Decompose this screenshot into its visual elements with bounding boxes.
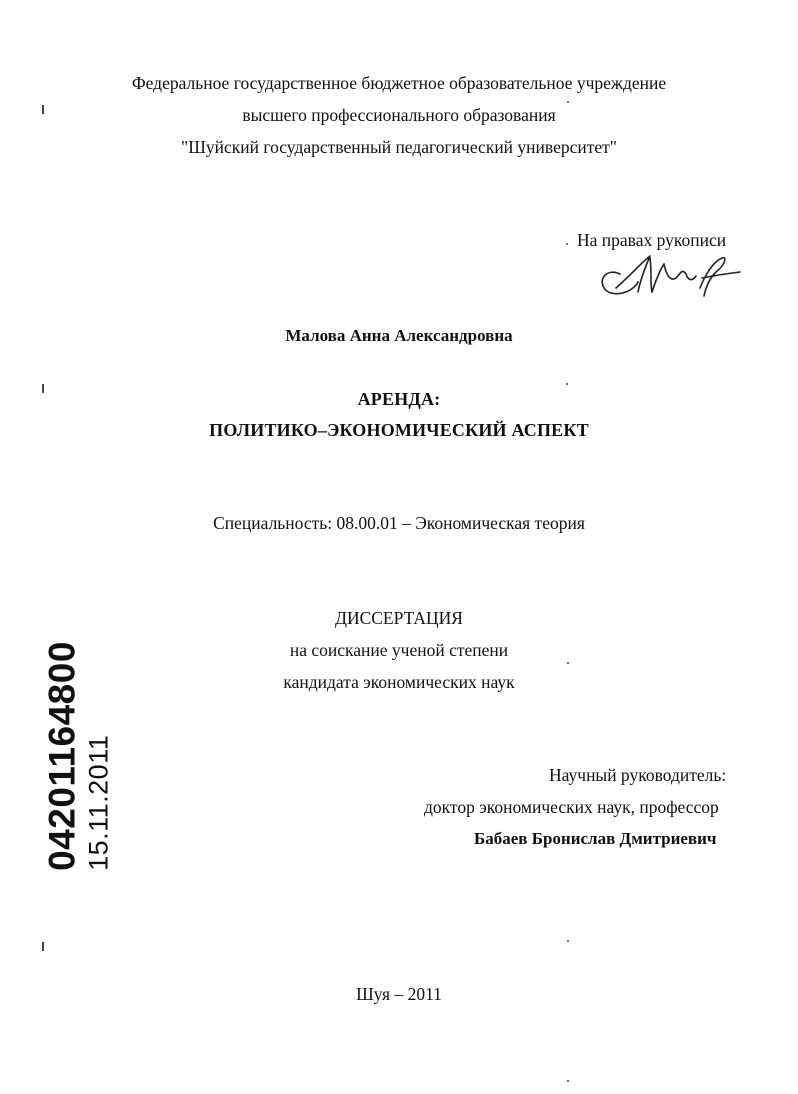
- title-line-1: АРЕНДА:: [357, 389, 441, 409]
- place-year: Шуя – 2011: [356, 984, 442, 1004]
- stamp-number: 04201164800: [41, 641, 83, 871]
- title-line-2: ПОЛИТИКО–ЭКОНОМИЧЕСКИЙ АСПЕКТ: [209, 420, 589, 440]
- scan-mark: [42, 942, 44, 951]
- scan-dot: [566, 383, 568, 385]
- stamp-date: 15.11.2011: [83, 734, 114, 871]
- library-stamp: [42, 641, 115, 871]
- author-name: Малова Анна Александровна: [285, 326, 513, 345]
- degree-line-1: ДИССЕРТАЦИЯ: [335, 608, 463, 628]
- scan-dot: [567, 101, 569, 103]
- degree-line-2: на соискание ученой степени: [289, 640, 509, 660]
- institution-line-1: Федеральное государственное бюджетное образовательное учреждение: [131, 73, 667, 93]
- institution-line-3: "Шуйский государственный педагогический университет": [181, 137, 617, 157]
- supervisor-label: Научный руководитель:: [549, 765, 727, 785]
- signature: [594, 252, 744, 300]
- supervisor-title: доктор экономических наук, профессор: [424, 797, 719, 817]
- scan-dot: [567, 940, 569, 942]
- scan-dot: [566, 243, 568, 245]
- supervisor-name: Бабаев Бронислав Дмитриевич: [474, 829, 717, 848]
- specialty: Специальность: 08.00.01 – Экономическая теория: [213, 513, 585, 533]
- scan-mark: [42, 384, 44, 393]
- scan-mark: [42, 105, 44, 114]
- scan-dot: [567, 662, 569, 664]
- degree-line-3: кандидата экономических наук: [283, 672, 515, 692]
- scan-dot: [567, 1080, 569, 1082]
- institution-line-2: высшего профессионального образования: [242, 105, 556, 125]
- manuscript-note: На правах рукописи: [577, 230, 727, 250]
